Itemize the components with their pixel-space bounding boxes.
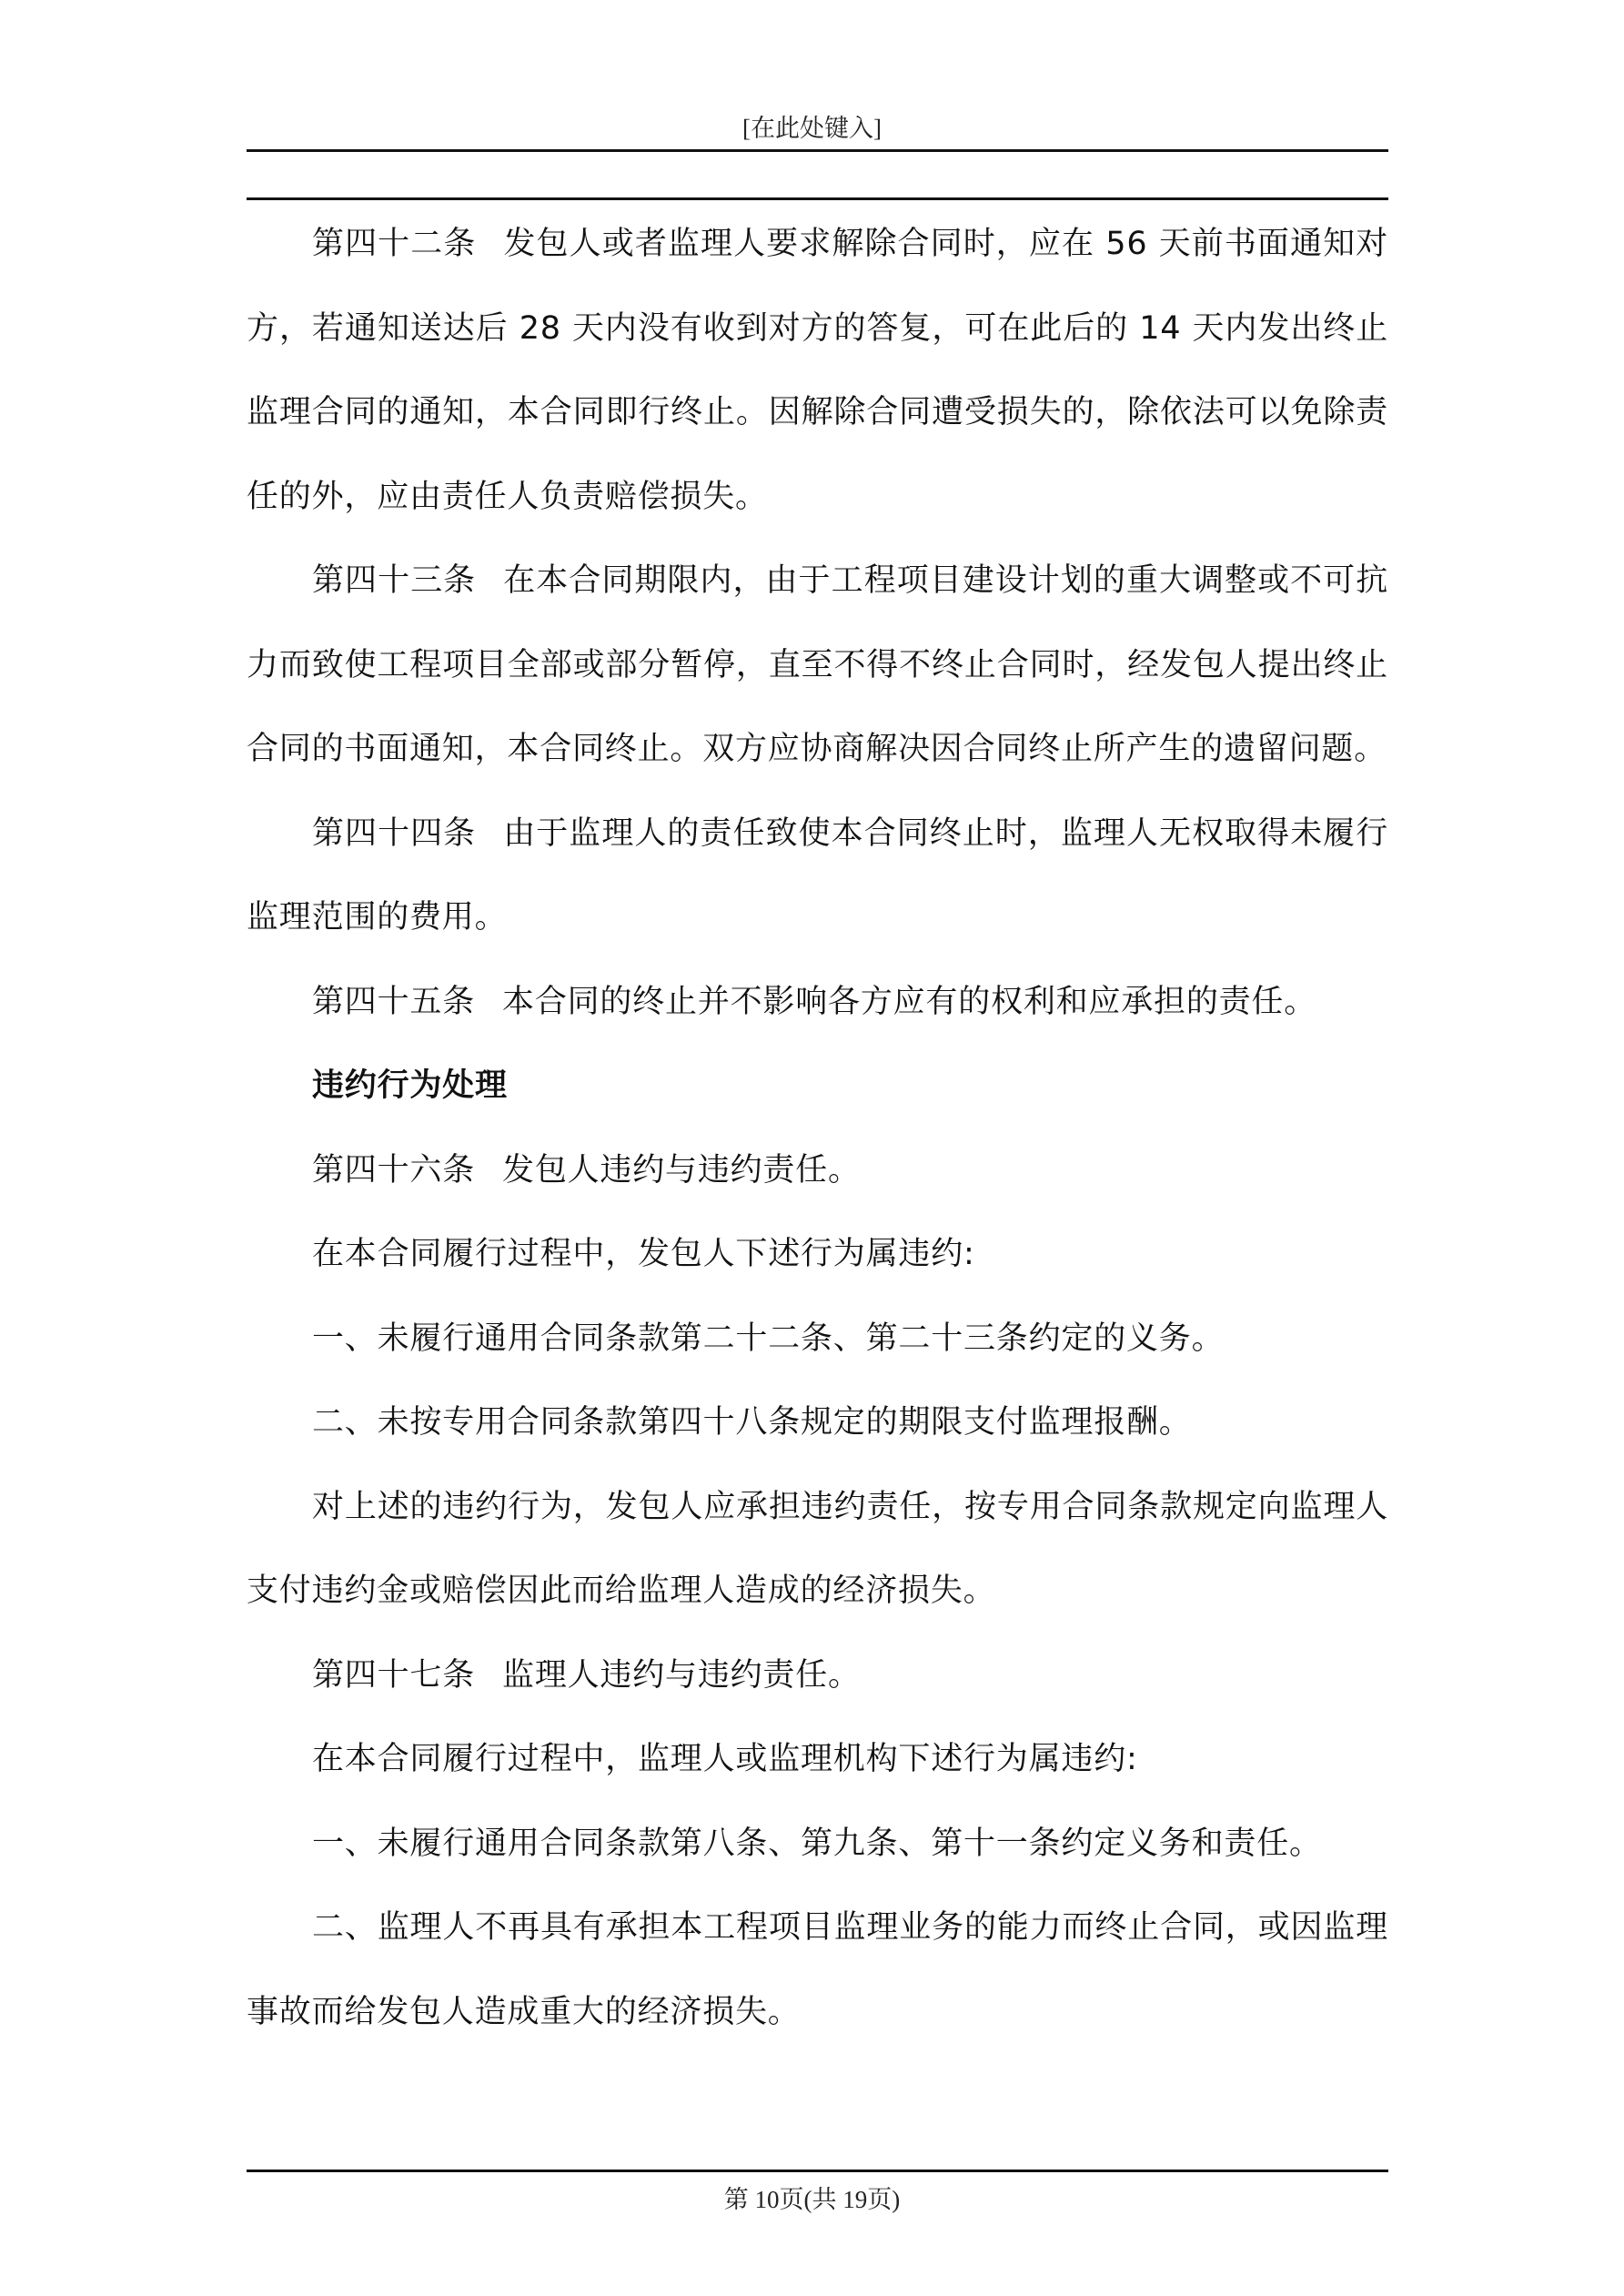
article-43 [247, 539, 1388, 792]
article-text: 发包人或者监理人要求解除合同时，应在 56 天前书面通知对方，若通知送达后 28 天内没有收到对方的答复，可在此后的 14 天内发出终止监理合同的通知，本合同即行终止。因解除合同遭受损失的，除依法可以免除责任的外，应由责任人负责赔偿损失。 [247, 226, 1388, 515]
page-header: [在此处键入] [742, 115, 882, 142]
article-45 [247, 960, 1388, 1045]
paragraph: 在本合同履行过程中，发包人下述行为属违约: [312, 1236, 975, 1272]
article-number: 第四十四条 [312, 814, 477, 852]
article-46 [247, 1128, 1388, 1213]
article-text: 由于监理人的责任致使本合同终止时，监理人无权取得未履行监理范围的费用。 [247, 814, 1388, 936]
article-number: 第四十二条 [312, 226, 477, 262]
document-body [247, 202, 1388, 2054]
page-footer: 第 10页(共 19页) [723, 2186, 901, 2213]
article-number: 第四十七条 [312, 1656, 476, 1694]
article-text: 本合同的终止并不影响各方应有的权利和应承担的责任。 [502, 983, 1317, 1020]
list-item: 二、监理人不再具有承担本工程项目监理业务的能力而终止合同，或因监理事故而给发包人造成重大的经济损失。 [247, 1909, 1388, 2030]
article-text: 在本合同期限内，由于工程项目建设计划的重大调整或不可抗力而致使工程项目全部或部分暂停，直至不得不终止合同时，经发包人提出终止合同的书面通知，本合同终止。双方应协商解决因合同终止所产生的遗留问题。 [247, 562, 1388, 767]
footer-rule [247, 2170, 1388, 2172]
article-text: 监理人违约与违约责任。 [502, 1656, 861, 1694]
article-number: 第四十五条 [312, 983, 476, 1020]
list-item: 一、未履行通用合同条款第八条、第九条、第十一条约定义务和责任。 [312, 1825, 1322, 1862]
article-text: 发包人违约与违约责任。 [502, 1151, 861, 1188]
article-44 [247, 792, 1388, 960]
paragraph: 在本合同履行过程中，监理人或监理机构下述行为属违约: [312, 1741, 1138, 1777]
section-heading: 违约行为处理 [312, 1067, 508, 1104]
header-rule-secondary [247, 197, 1388, 200]
header-rule [247, 149, 1388, 152]
article-42 [247, 202, 1388, 539]
article-number: 第四十三条 [312, 562, 477, 599]
article-number: 第四十六条 [312, 1151, 476, 1188]
article-47 [247, 1633, 1388, 1718]
paragraph: 对上述的违约行为，发包人应承担违约责任，按专用合同条款规定向监理人支付违约金或赔偿因此而给监理人造成的经济损失。 [247, 1488, 1388, 1609]
list-item: 二、未按专用合同条款第四十八条规定的期限支付监理报酬。 [312, 1404, 1192, 1441]
list-item: 一、未履行通用合同条款第二十二条、第二十三条约定的义务。 [312, 1320, 1225, 1357]
